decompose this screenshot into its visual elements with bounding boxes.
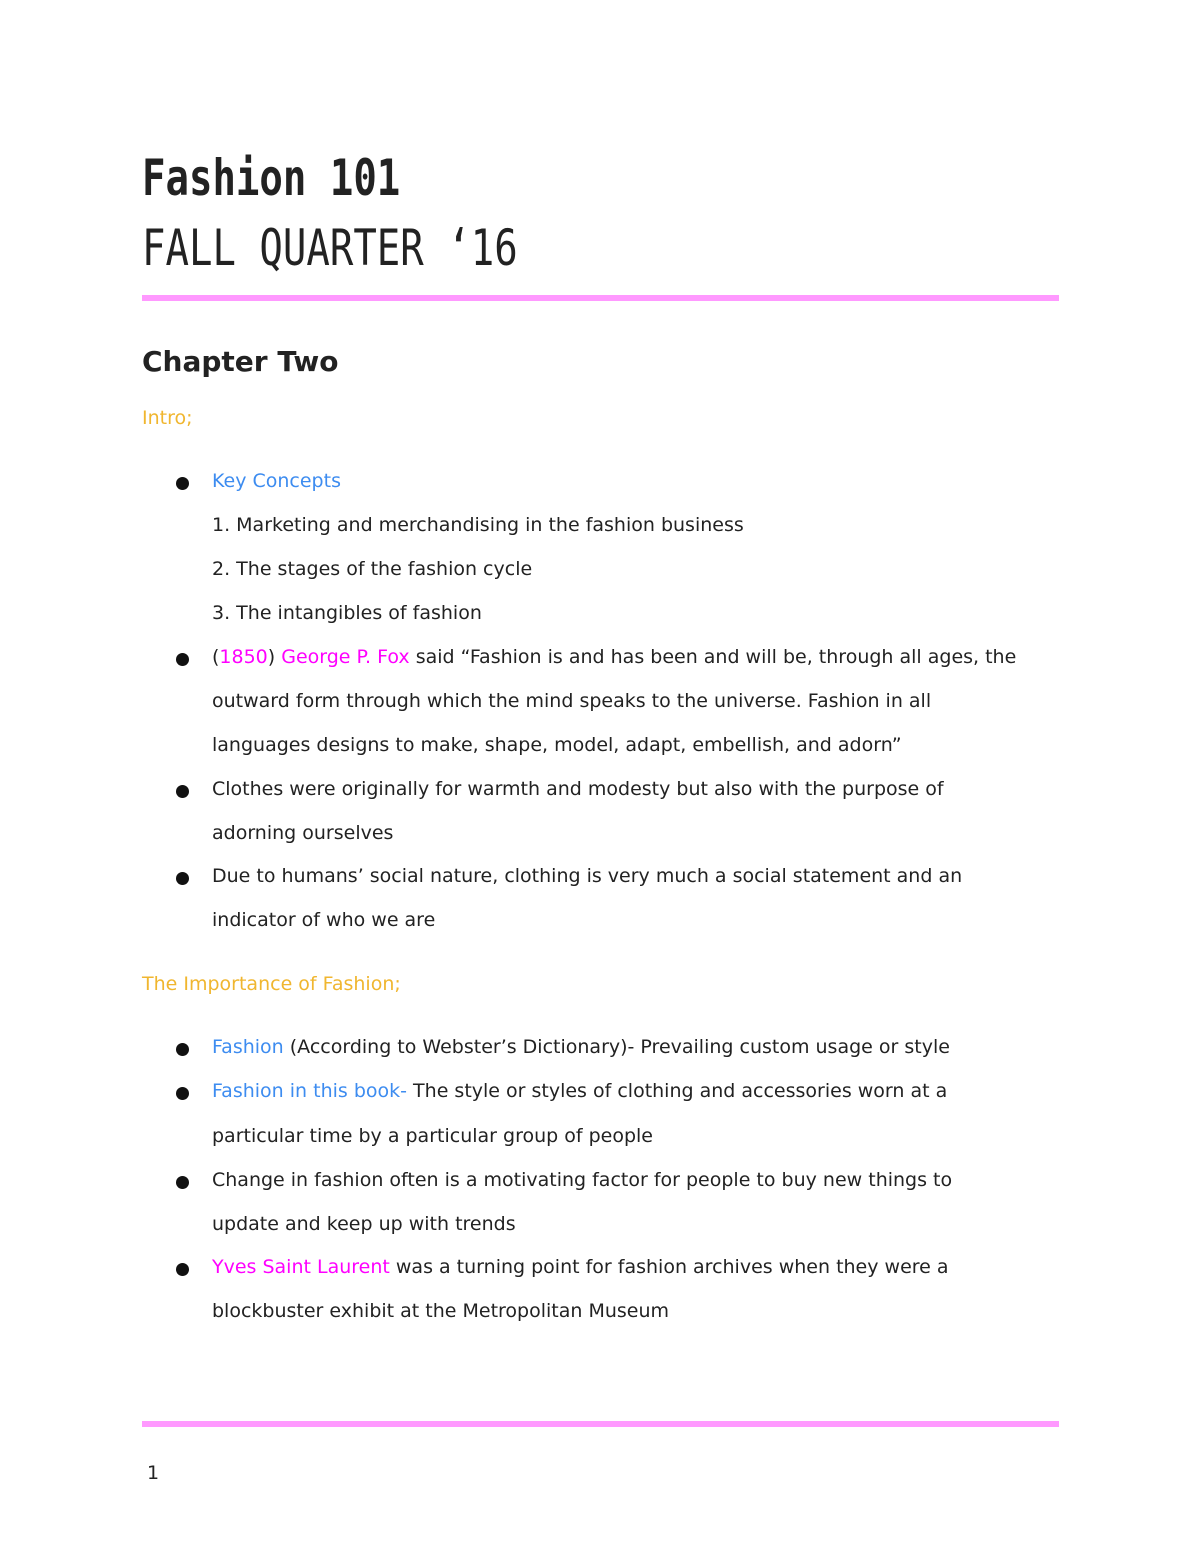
fox-quote-line-1 <box>212 642 1016 672</box>
key-concept-item-1: 1. Marketing and merchandising in the fashion business <box>212 514 744 536</box>
ysl-line-1-rest: was a turning point for fashion archives when they were a <box>389 1256 949 1278</box>
document-subtitle: FALL QUARTER ‘16 <box>142 219 518 277</box>
fox-quote-year: 1850 <box>219 646 268 668</box>
fox-quote-name: George P. Fox <box>281 646 410 668</box>
bullet-icon <box>176 1087 189 1100</box>
ysl-name: Yves Saint Laurent <box>212 1256 390 1278</box>
fox-open-paren: ( <box>212 646 220 668</box>
ysl-line-2: blockbuster exhibit at the Metropolitan Museum <box>212 1300 670 1322</box>
bullet-icon <box>176 785 189 798</box>
bullet-icon <box>176 477 189 490</box>
fashion-book-line-2: particular time by a particular group of people <box>212 1125 653 1147</box>
footer-divider <box>142 1421 1059 1427</box>
importance-label: The Importance of Fashion; <box>142 973 401 995</box>
fox-quote-line-2: outward form through which the mind speaks to the universe. Fashion in all <box>212 690 932 712</box>
intro-label: Intro; <box>142 407 193 429</box>
clothes-line-2: adorning ourselves <box>212 822 394 844</box>
bullet-icon <box>176 653 189 666</box>
fashion-definition-term: Fashion <box>212 1036 284 1058</box>
bullet-icon <box>176 1176 189 1189</box>
fox-quote-line-1-rest: said “Fashion is and has been and will be, through all ages, the <box>409 646 1017 668</box>
social-line-1: Due to humans’ social nature, clothing is very much a social statement and an <box>212 865 963 887</box>
social-line-2: indicator of who we are <box>212 909 436 931</box>
key-concept-item-2: 2. The stages of the fashion cycle <box>212 558 533 580</box>
bullet-icon <box>176 872 189 885</box>
bullet-icon <box>176 1263 189 1276</box>
key-concepts-heading: Key Concepts <box>212 470 341 492</box>
fashion-book-line-1-rest: The style or styles of clothing and accessories worn at a <box>407 1080 948 1102</box>
fox-close-paren: ) <box>267 646 282 668</box>
fox-quote-line-3: languages designs to make, shape, model, adapt, embellish, and adorn” <box>212 734 902 756</box>
clothes-line-1: Clothes were originally for warmth and modesty but also with the purpose of <box>212 778 944 800</box>
ysl-line-1 <box>212 1252 949 1282</box>
fashion-book-term: Fashion in this book- <box>212 1080 407 1102</box>
fashion-book-line-1 <box>212 1076 947 1106</box>
chapter-heading: Chapter Two <box>142 345 339 378</box>
fashion-definition-rest: (According to Webster’s Dictionary)- Prevailing custom usage or style <box>283 1036 950 1058</box>
change-line-1: Change in fashion often is a motivating factor for people to buy new things to <box>212 1169 953 1191</box>
document-title: Fashion 101 <box>142 149 401 207</box>
key-concept-item-3: 3. The intangibles of fashion <box>212 602 482 624</box>
bullet-icon <box>176 1043 189 1056</box>
fashion-definition-line <box>212 1032 950 1062</box>
change-line-2: update and keep up with trends <box>212 1213 516 1235</box>
header-divider <box>142 295 1059 301</box>
page-number: 1 <box>147 1462 160 1484</box>
